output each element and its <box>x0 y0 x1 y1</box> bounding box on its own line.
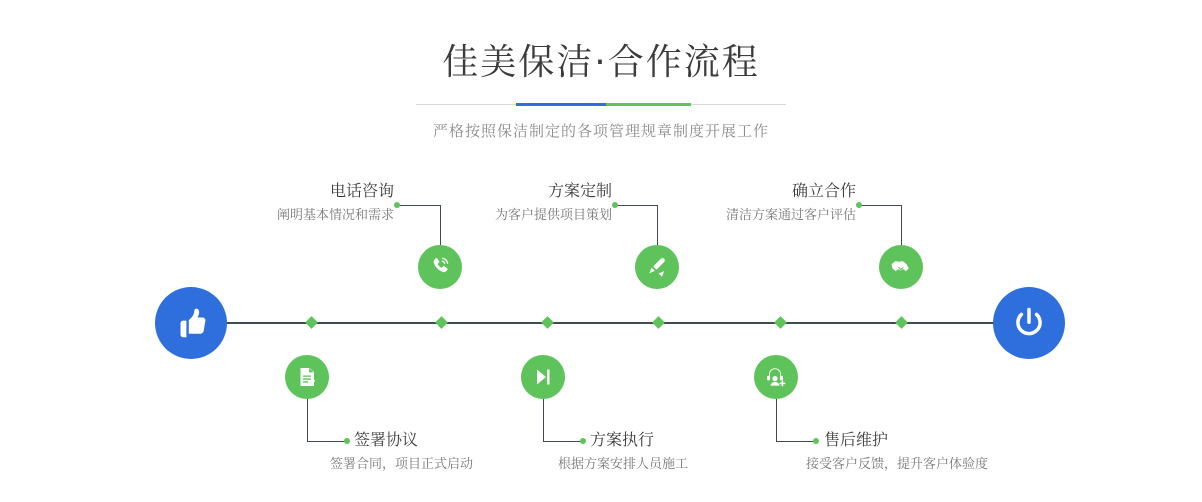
step-node-3 <box>635 245 679 289</box>
connector-v-1 <box>440 205 441 245</box>
divider-blue-segment <box>516 103 606 106</box>
step-desc-2: 签署合同，项目正式启动 <box>330 457 474 472</box>
process-timeline <box>0 150 1202 502</box>
step-title-3: 方案定制 <box>547 181 612 200</box>
axis-marker-3b <box>652 316 665 329</box>
axis-marker-1b <box>435 316 448 329</box>
axis-marker-3 <box>541 316 554 329</box>
step-title-1: 电话咨询 <box>329 181 394 200</box>
connector-v-5 <box>901 205 902 245</box>
connector-h-1 <box>398 205 440 206</box>
axis-marker-5 <box>774 316 787 329</box>
step-node-1 <box>418 245 462 289</box>
step-desc-6: 接受客户反馈，提升客户体验度 <box>806 457 989 472</box>
document-edit-icon <box>295 365 319 389</box>
connector-v-3 <box>657 205 658 245</box>
power-icon <box>1010 304 1048 342</box>
step-label-3 <box>460 180 612 226</box>
connector-v-4 <box>543 399 544 441</box>
connector-h-5 <box>860 205 901 206</box>
customer-support-icon <box>764 365 788 389</box>
step-title-5: 确立合作 <box>791 181 856 200</box>
step-node-4 <box>521 355 565 399</box>
connector-dot-2 <box>344 438 350 444</box>
timeline-start-node <box>155 287 227 359</box>
thumbs-up-icon <box>172 304 210 342</box>
phone-call-icon <box>428 255 452 279</box>
connector-v-6 <box>776 399 777 441</box>
step-node-2 <box>285 355 329 399</box>
step-desc-3: 为客户提供项目策划 <box>494 208 612 223</box>
step-desc-1: 阐明基本情况和需求 <box>276 208 394 223</box>
axis-marker-5b <box>895 316 908 329</box>
connector-dot-5 <box>856 202 862 208</box>
step-label-1 <box>250 180 394 226</box>
connector-dot-1 <box>394 202 400 208</box>
title-divider <box>416 103 786 106</box>
page-header <box>0 0 1202 141</box>
step-label-6 <box>806 429 989 475</box>
connector-h-6 <box>776 441 816 442</box>
step-title-6: 售后维护 <box>824 430 889 449</box>
step-node-5 <box>879 245 923 289</box>
step-desc-5: 清洁方案通过客户评估 <box>725 208 856 223</box>
step-label-5 <box>700 180 856 226</box>
connector-h-4 <box>543 441 583 442</box>
step-title-4: 方案执行 <box>590 430 655 449</box>
page-subtitle: 严格按照保洁制定的各项管理规章制度开展工作 <box>432 121 769 140</box>
pen-ruler-icon <box>645 255 669 279</box>
connector-dot-6 <box>813 438 819 444</box>
step-label-2 <box>330 429 474 475</box>
connector-h-3 <box>616 205 657 206</box>
step-desc-4: 根据方案安排人员施工 <box>558 457 689 472</box>
timeline-end-node <box>993 287 1065 359</box>
handshake-icon <box>889 255 913 279</box>
connector-h-2 <box>307 441 347 442</box>
step-node-6 <box>754 355 798 399</box>
step-label-4 <box>558 429 689 475</box>
connector-dot-4 <box>580 438 586 444</box>
page-title: 佳美保洁·合作流程 <box>442 42 760 83</box>
connector-dot-3 <box>612 202 618 208</box>
divider-green-segment <box>606 103 691 106</box>
axis-marker-1 <box>305 316 318 329</box>
step-title-2: 签署协议 <box>354 430 419 449</box>
play-forward-icon <box>531 365 555 389</box>
connector-v-2 <box>307 399 308 441</box>
